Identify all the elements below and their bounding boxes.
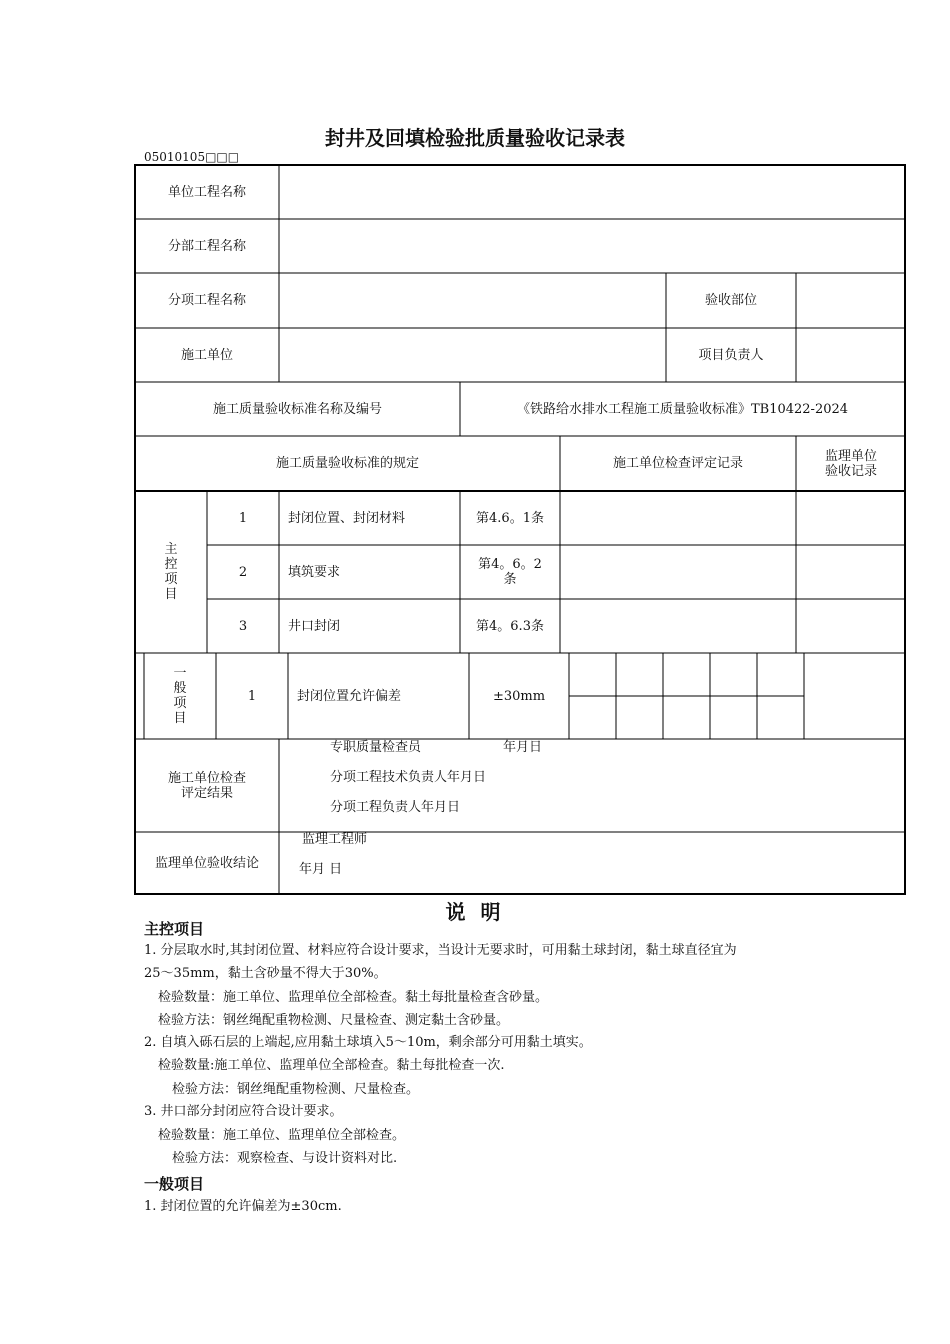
general-item-1-tolerance: ±30mm bbox=[492, 688, 546, 704]
project-manager-value[interactable] bbox=[796, 328, 905, 382]
note-line: 检验方法：钢丝绳配重物检测、尺量检查、测定黏土含砂量。 bbox=[158, 1013, 510, 1028]
notes-heading: 说 明 bbox=[445, 900, 505, 924]
note-line: 25～35mm，黏土含砂量不得大于30%。 bbox=[144, 966, 387, 981]
general-item-label: 一般项目 bbox=[173, 666, 187, 726]
main-item-2-name: 填筑要求 bbox=[288, 564, 341, 580]
project-manager-label: 项目负责人 bbox=[698, 347, 764, 363]
construction-result-label: 施工单位检查评定结果 bbox=[167, 770, 246, 801]
construction-unit-label: 施工单位 bbox=[180, 347, 233, 363]
supervisor-label: 监理工程师 bbox=[302, 832, 368, 847]
note-line: 检验数量：施工单位、监理单位全部检查。黏土每批量检查含砂量。 bbox=[158, 990, 549, 1005]
general-item-1-name: 封闭位置允许偏差 bbox=[297, 688, 402, 704]
page-title: 封井及回填检验批质量验收记录表 bbox=[325, 126, 625, 150]
division-project-label: 分部工程名称 bbox=[167, 238, 246, 254]
note-line: 1. 封闭位置的允许偏差为±30cm. bbox=[144, 1199, 342, 1214]
main-item-2-clause: 第4。6。2条 bbox=[478, 557, 542, 587]
inspector-date: 年月日 bbox=[503, 740, 543, 755]
tech-leader-label: 分项工程技术负责人年月日 bbox=[330, 770, 487, 785]
construction-check-header: 施工单位检查评定记录 bbox=[612, 456, 743, 471]
note-line: 检验数量:施工单位、监理单位全部检查。黏土每批检查一次. bbox=[158, 1058, 505, 1073]
form-code: 05010105□□□ bbox=[144, 150, 240, 164]
standard-name-value: 《铁路给水排水工程施工质量验收标准》TB10422-2024 bbox=[516, 401, 849, 417]
main-item-1-clause: 第4.6。1条 bbox=[476, 510, 544, 526]
inspector-label: 专职质量检查员 bbox=[330, 740, 422, 755]
note-line: 3. 井口部分封闭应符合设计要求。 bbox=[144, 1104, 343, 1119]
note-line: 2. 自填入砾石层的上端起,应用黏土球填入5～10m，剩余部分可用黏土填实。 bbox=[144, 1035, 592, 1050]
acceptance-part-value[interactable] bbox=[796, 273, 905, 328]
standard-name-label: 施工质量验收标准名称及编号 bbox=[212, 401, 382, 417]
supervision-record-header: 监理单位验收记录 bbox=[824, 448, 877, 479]
sub-item-label: 分项工程名称 bbox=[167, 293, 246, 308]
unit-project-label: 单位工程名称 bbox=[167, 184, 246, 200]
unit-project-value[interactable] bbox=[279, 165, 905, 219]
supervisor-date: 年月 日 bbox=[299, 862, 343, 877]
division-project-value[interactable] bbox=[279, 219, 905, 273]
main-item-2-no: 2 bbox=[238, 564, 248, 580]
note-line: 检验方法：钢丝绳配重物检测、尺量检查。 bbox=[172, 1082, 420, 1097]
main-item-3-no: 3 bbox=[238, 618, 248, 634]
sub-leader-label: 分项工程负责人年月日 bbox=[330, 800, 461, 815]
main-control-heading: 主控项目 bbox=[144, 920, 205, 938]
main-item-1-name: 封闭位置、封闭材料 bbox=[288, 510, 406, 526]
note-line: 检验方法：观察检查、与设计资料对比. bbox=[172, 1151, 398, 1166]
main-item-3-clause: 第4。6.3条 bbox=[476, 618, 544, 634]
main-item-1-no: 1 bbox=[238, 510, 248, 526]
main-item-3-name: 井口封闭 bbox=[288, 618, 341, 634]
standard-rules-header: 施工质量验收标准的规定 bbox=[275, 456, 419, 471]
general-heading: 一般项目 bbox=[144, 1175, 205, 1193]
note-line: 1. 分层取水时,其封闭位置、材料应符合设计要求，当设计无要求时，可用黏土球封闭，黏土球直径宜为 bbox=[144, 943, 737, 958]
general-item-1-no: 1 bbox=[247, 688, 257, 704]
acceptance-part-label: 验收部位 bbox=[704, 293, 757, 308]
note-line: 检验数量：施工单位、监理单位全部检查。 bbox=[158, 1128, 406, 1143]
main-control-label: 主控项目 bbox=[164, 542, 178, 602]
supervision-conclusion-label: 监理单位验收结论 bbox=[154, 855, 259, 871]
sub-item-value[interactable] bbox=[279, 273, 666, 328]
construction-unit-value[interactable] bbox=[279, 328, 666, 382]
